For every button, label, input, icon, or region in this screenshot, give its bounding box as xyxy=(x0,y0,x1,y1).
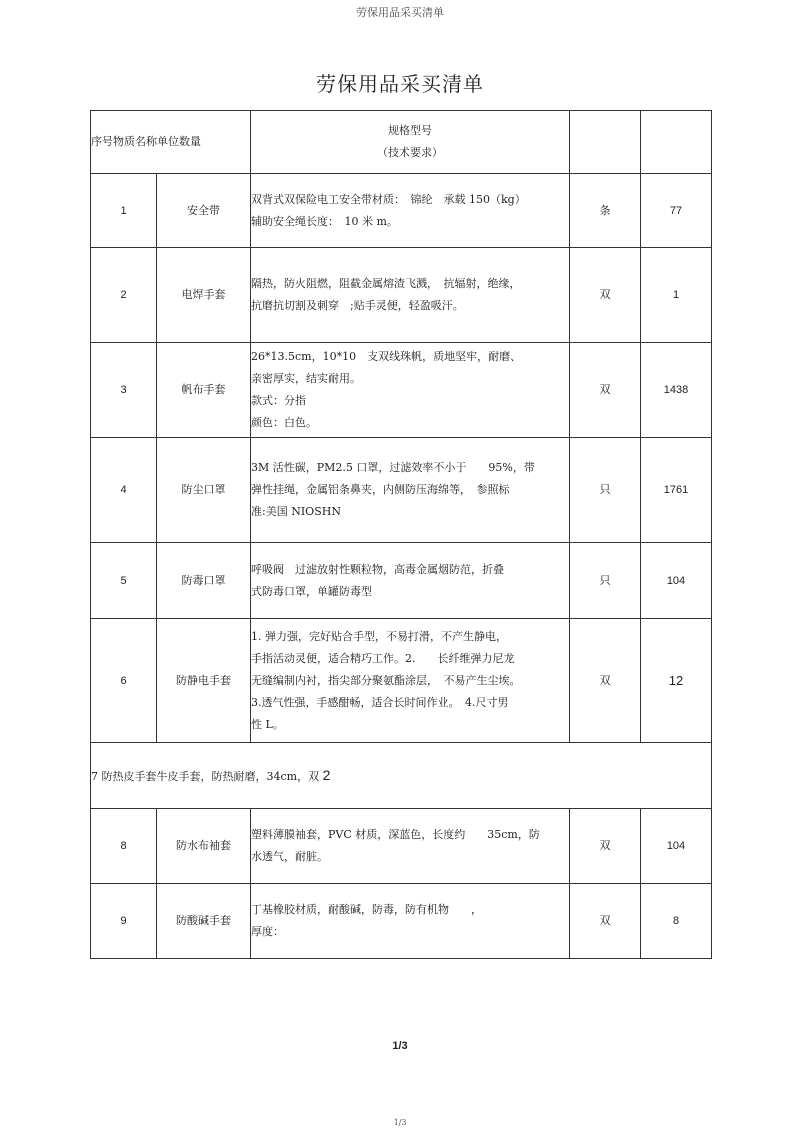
header-qty-cell xyxy=(641,111,712,174)
item-quantity: 1438 xyxy=(641,343,712,438)
item-spec xyxy=(251,809,570,884)
spec-line: 性 L。 xyxy=(251,717,284,731)
merged-row-text: 7 防热皮手套牛皮手套，防热耐磨，34cm，双 xyxy=(91,769,320,783)
item-spec xyxy=(251,438,570,543)
spec-line: 无缝编制内衬，指尖部分聚氨酯涂层， 不易产生尘埃。 xyxy=(251,673,521,687)
table-row xyxy=(91,438,712,543)
footer-page-number: 1/3 xyxy=(393,1118,407,1127)
item-quantity: 77 xyxy=(641,174,712,248)
spec-line: 水透气，耐脏。 xyxy=(251,850,328,863)
procurement-table xyxy=(90,110,712,959)
row-number: 2 xyxy=(91,248,157,343)
header-spec-line1: 规格型号 xyxy=(388,124,432,137)
table-header-row xyxy=(91,111,712,174)
table-row xyxy=(91,343,712,438)
spec-line: 手指活动灵便，适合精巧工作。2. 长纤维弹力尼龙 xyxy=(251,651,515,665)
item-name: 防水布袖套 xyxy=(157,809,251,884)
item-name: 防毒口罩 xyxy=(157,543,251,619)
item-spec xyxy=(251,884,570,959)
spec-line: 26*13.5cm，10*10 支双线珠帆，质地坚牢，耐磨、 xyxy=(251,350,522,363)
header-columns-left: 序号物质名称单位数量 xyxy=(91,111,251,174)
running-header: 劳保用品采买清单 xyxy=(356,6,444,19)
table-row xyxy=(91,619,712,743)
spec-line: 弹性挂绳，金属铝条鼻夹，内侧防压海绵等， 参照标 xyxy=(251,483,510,496)
item-quantity: 104 xyxy=(641,809,712,884)
spec-line: 式防毒口罩，单罐防毒型 xyxy=(251,584,372,598)
spec-line: 厚度： xyxy=(251,925,284,938)
spec-line: 款式：分指 xyxy=(251,394,306,407)
spec-line: 塑料薄膜袖套，PVC 材质，深蓝色，长度约 35cm，防 xyxy=(251,828,540,841)
merged-row-cell xyxy=(91,743,712,809)
item-unit: 只 xyxy=(570,438,641,543)
spec-line: 丁基橡胶材质，耐酸碱，防毒，防有机物 ， xyxy=(251,903,482,916)
item-unit: 双 xyxy=(570,343,641,438)
row-number: 5 xyxy=(91,543,157,619)
spec-line: 1. 弹力强，完好贴合手型，不易打滑，不产生静电， xyxy=(251,629,507,643)
item-unit: 双 xyxy=(570,884,641,959)
item-unit: 双 xyxy=(570,619,641,743)
header-unit-cell xyxy=(570,111,641,174)
spec-line: 亲密厚实，结实耐用。 xyxy=(251,372,361,385)
table-row xyxy=(91,809,712,884)
item-unit: 条 xyxy=(570,174,641,248)
row-number: 1 xyxy=(91,174,157,248)
table-row xyxy=(91,543,712,619)
item-quantity: 1761 xyxy=(641,438,712,543)
item-name: 防酸碱手套 xyxy=(157,884,251,959)
item-name: 防静电手套 xyxy=(157,619,251,743)
spec-line: 呼吸阀 过滤放射性颗粒物，高毒金属烟防范，折叠 xyxy=(251,562,504,576)
spec-line: 抗磨抗切割及刺穿 ;贴手灵便，轻盈吸汗。 xyxy=(251,299,464,312)
spec-line: 双背式双保险电工安全带材质： 锦纶 承载 150（kg） xyxy=(251,192,526,206)
spec-line: 颜色：白色。 xyxy=(251,416,317,429)
row-number: 9 xyxy=(91,884,157,959)
header-spec-line2: （技术要求） xyxy=(377,146,443,159)
item-name: 防尘口罩 xyxy=(157,438,251,543)
spec-line: 准:美国 NIOSHN xyxy=(251,505,341,518)
row-number: 6 xyxy=(91,619,157,743)
item-unit: 双 xyxy=(570,248,641,343)
item-spec xyxy=(251,543,570,619)
row-number: 8 xyxy=(91,809,157,884)
table-row-merged xyxy=(91,743,712,809)
table-row xyxy=(91,248,712,343)
item-unit: 只 xyxy=(570,543,641,619)
item-quantity: 8 xyxy=(641,884,712,959)
header-spec xyxy=(251,111,570,174)
item-spec xyxy=(251,619,570,743)
item-quantity: 104 xyxy=(641,543,712,619)
item-name: 安全带 xyxy=(157,174,251,248)
spec-line: 3M 活性碳，PM2.5 口罩，过滤效率不小于 95%，带 xyxy=(251,461,535,474)
spec-line: 隔热，防火阻燃，阻截金属熔渣飞溅， 抗辐射，绝缘， xyxy=(251,277,521,290)
item-quantity: 1 xyxy=(641,248,712,343)
spec-line: 辅助安全绳长度： 10 米 m。 xyxy=(251,214,398,228)
item-spec xyxy=(251,248,570,343)
document-title: 劳保用品采买清单 xyxy=(316,72,484,96)
item-spec xyxy=(251,343,570,438)
table-row xyxy=(91,884,712,959)
item-spec xyxy=(251,174,570,248)
merged-row-quantity: 2 xyxy=(322,766,331,783)
page-number: 1/3 xyxy=(392,1040,408,1052)
row-number: 3 xyxy=(91,343,157,438)
row-number: 4 xyxy=(91,438,157,543)
item-name: 电焊手套 xyxy=(157,248,251,343)
item-quantity: 12 xyxy=(641,619,712,743)
item-unit: 双 xyxy=(570,809,641,884)
item-name: 帆布手套 xyxy=(157,343,251,438)
spec-line: 3.透气性强，手感酣畅，适合长时间作业。 4.尺寸男 xyxy=(251,695,509,709)
table-row xyxy=(91,174,712,248)
